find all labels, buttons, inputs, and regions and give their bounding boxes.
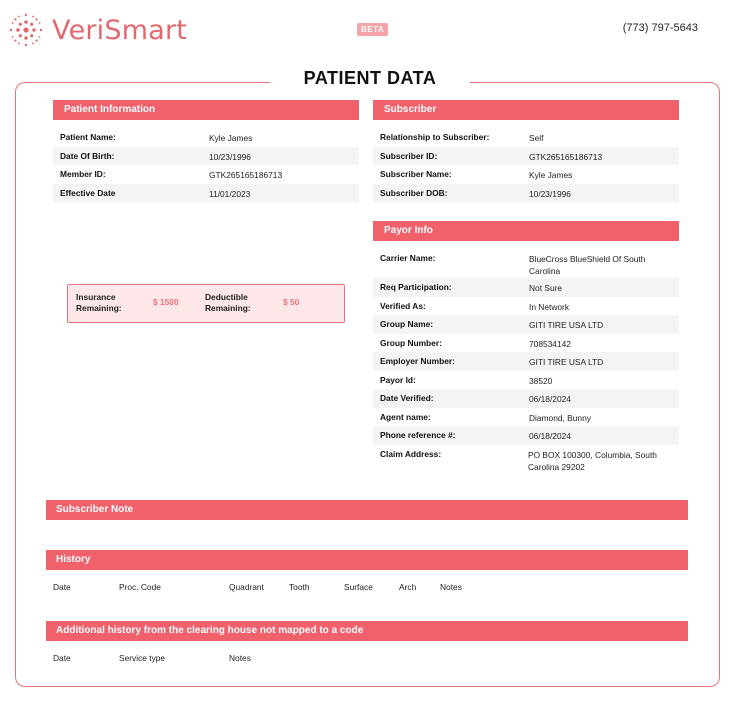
row-label: Effective Date [60, 187, 116, 198]
deductible-remaining-label: Deductible Remaining: [205, 292, 251, 313]
table-row [373, 278, 679, 297]
row-value: In Network [529, 301, 570, 312]
deductible-remaining-value: $ 50 [283, 297, 300, 307]
table-row [373, 297, 679, 316]
payor-info-table [373, 249, 679, 474]
remaining-balance-box [67, 284, 345, 323]
row-value: Self [529, 133, 544, 143]
row-value: 708534142 [529, 338, 571, 349]
row-value: GITI TIRE USA LTD [529, 320, 604, 330]
row-label: Patient Name: [60, 132, 116, 142]
row-label: Payor Id: [380, 374, 416, 385]
row-label: Relationship to Subscriber: [380, 132, 490, 142]
row-value: 06/18/2024 [529, 394, 571, 404]
brand-logo [8, 12, 187, 48]
row-value: BlueCross BlueShield Of South Carolina [529, 254, 646, 276]
row-label: Phone reference #: [380, 430, 456, 440]
row-value: GTK265165186713 [529, 151, 603, 162]
row-value: Kyle James [209, 133, 253, 143]
row-label: Date Of Birth: [60, 150, 115, 161]
table-row [53, 165, 359, 184]
row-value: Kyle James [529, 170, 573, 180]
table-row [53, 147, 359, 166]
subscriber-table [373, 128, 679, 202]
row-label: Subscriber DOB: [380, 187, 448, 198]
history-col-quadrant: Quadrant [229, 582, 264, 592]
row-value: GITI TIRE USA LTD [529, 357, 604, 367]
row-label: Group Name: [380, 319, 434, 329]
additional-history-heading: Additional history from the clearing house not mapped to a code [46, 621, 688, 641]
phone-number: (773) 797-5643 [622, 22, 698, 34]
additional-col-service-type: Service type [119, 653, 166, 663]
history-col-proc-code: Proc. Code [119, 582, 161, 592]
table-row [373, 426, 679, 445]
row-value: 10/23/1996 [529, 188, 571, 199]
beta-badge: BETA [357, 23, 388, 36]
row-label: Group Number: [380, 337, 442, 348]
table-row [373, 445, 679, 474]
history-col-notes: Notes [440, 582, 462, 592]
row-label: Date Verified: [380, 393, 434, 403]
row-value: 06/18/2024 [529, 431, 571, 441]
insurance-remaining-label: Insurance Remaining: [76, 292, 122, 313]
additional-col-notes: Notes [229, 653, 251, 663]
row-value: Not Sure [529, 283, 563, 293]
row-label: Member ID: [60, 169, 106, 179]
row-value: 11/01/2023 [209, 188, 251, 199]
row-label: Verified As: [380, 300, 426, 311]
history-col-date: Date [53, 582, 71, 592]
row-label: Employer Number: [380, 356, 455, 366]
patient-info-table [53, 128, 359, 202]
subscriber-note-heading: Subscriber Note [46, 500, 688, 520]
row-label: Subscriber Name: [380, 169, 452, 179]
table-row [53, 128, 359, 147]
table-row [373, 315, 679, 334]
page-title: PATIENT DATA [270, 68, 470, 90]
row-label: Agent name: [380, 411, 431, 422]
row-label: Req Participation: [380, 282, 452, 292]
row-label: Claim Address: [380, 448, 442, 459]
history-col-surface: Surface [344, 582, 373, 592]
table-row [373, 165, 679, 184]
row-label: Subscriber ID: [380, 150, 438, 161]
table-row [53, 184, 359, 203]
row-label: Carrier Name: [380, 253, 436, 263]
table-row [373, 408, 679, 427]
insurance-remaining-value: $ 1500 [153, 297, 179, 307]
row-value: 10/23/1996 [209, 151, 251, 162]
table-row [373, 184, 679, 203]
history-col-arch: Arch [399, 582, 417, 592]
history-heading: History [46, 550, 688, 570]
row-value: PO BOX 100300, Columbia, South Carolina 29202 [527, 449, 657, 472]
dotted-sunburst-logo-icon [8, 12, 44, 48]
table-row [373, 371, 679, 390]
payor-info-heading: Payor Info [373, 221, 679, 241]
table-row [373, 352, 679, 371]
table-row [373, 147, 679, 166]
row-value: GTK265165186713 [209, 170, 283, 180]
subscriber-heading: Subscriber [373, 100, 679, 120]
table-row [373, 389, 679, 408]
table-row [373, 128, 679, 147]
table-row [373, 249, 679, 278]
history-col-tooth: Tooth [289, 582, 310, 592]
row-value: Diamond, Bunny [529, 412, 591, 423]
patient-info-heading: Patient Information [53, 100, 359, 120]
additional-col-date: Date [53, 653, 71, 663]
row-value: 38520 [529, 375, 553, 386]
brand-name: VeriSmart [52, 14, 188, 46]
table-row [373, 334, 679, 353]
